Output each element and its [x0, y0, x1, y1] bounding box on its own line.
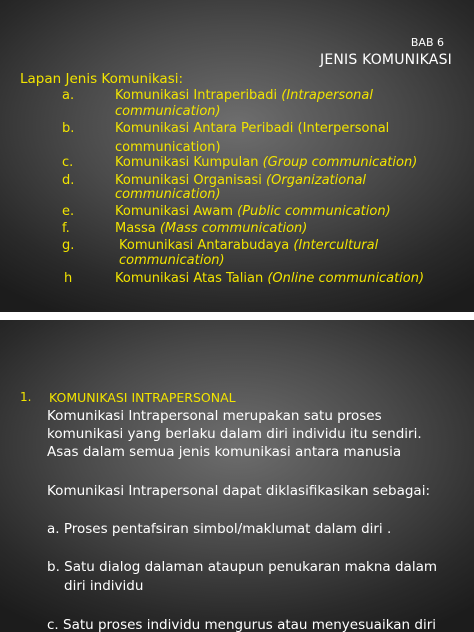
item-letter: a.: [62, 88, 75, 103]
item-text: [119, 238, 378, 254]
item-main: Komunikasi Atas Talian: [115, 271, 268, 286]
item-text: [115, 155, 417, 171]
item-main: Komunikasi Organisasi: [115, 173, 267, 188]
item-letter: b.: [62, 121, 75, 136]
item-line2-text: communication): [115, 187, 221, 202]
item-line2: communication): [115, 140, 221, 155]
item-main: Massa: [115, 221, 160, 236]
item-main: Komunikasi Awam: [115, 204, 238, 219]
item-letter: d.: [62, 173, 75, 188]
item-italic: (Intrapersonal: [281, 88, 373, 103]
item-main: Komunikasi Antarabudaya: [119, 238, 294, 253]
slide-komunikasi-intrapersonal: [0, 320, 474, 632]
section-heading: KOMUNIKASI INTRAPERSONAL: [49, 390, 236, 405]
definition-line-1: Komunikasi Intrapersonal merupakan satu proses: [47, 408, 382, 424]
item-italic: (Group communication): [262, 155, 418, 170]
chapter-label: BAB 6: [410, 36, 444, 49]
item-text: [115, 204, 391, 220]
item-italic: (Mass communication): [159, 221, 308, 236]
item-main: Komunikasi Intraperibadi: [115, 88, 282, 103]
point-a: a. Proses pentafsiran simbol/maklumat dalam diri .: [47, 521, 392, 537]
item-main: Komunikasi Antara Peribadi (Interpersonal: [115, 121, 390, 136]
list-heading: Lapan Jenis Komunikasi:: [20, 71, 184, 87]
asas-statement: Asas dalam semua jenis komunikasi antara manusia: [47, 444, 402, 460]
slide-title: JENIS KOMUNIKASI: [319, 52, 452, 68]
point-b-line-2: diri individu: [64, 578, 144, 594]
definition-line-2: komunikasi yang berlaku dalam diri individu itu sendiri.: [47, 426, 422, 442]
item-line2: [115, 187, 221, 203]
item-main: Komunikasi Kumpulan: [115, 155, 263, 170]
section-number: 1.: [20, 390, 32, 404]
item-text: [115, 88, 373, 104]
item-line2: [115, 104, 221, 120]
item-italic: (Intercultural: [293, 238, 379, 253]
item-letter: c.: [62, 155, 74, 170]
item-text: [115, 121, 389, 137]
point-c: c. Satu proses individu mengurus atau menyesuaikan diri: [47, 617, 437, 632]
point-b-line-1: b. Satu dialog dalaman ataupun penukaran makna dalam: [47, 559, 437, 575]
slide-jenis-komunikasi: [0, 0, 474, 312]
classification-intro: Komunikasi Intrapersonal dapat diklasifikasikan sebagai:: [47, 483, 431, 499]
item-text: [115, 221, 307, 237]
item-line2: [119, 253, 225, 269]
item-italic: (Online communication): [267, 271, 425, 286]
item-line2-text: communication): [115, 104, 221, 119]
item-italic: (Public communication): [237, 204, 391, 219]
item-letter: e.: [62, 204, 75, 219]
item-letter: g.: [62, 238, 75, 253]
item-letter: h: [64, 271, 73, 286]
item-text: [115, 271, 424, 287]
slide-separator: [0, 312, 474, 320]
item-italic: (Organizational: [266, 173, 367, 188]
item-letter: f.: [62, 221, 70, 236]
item-line2-text: communication): [119, 253, 225, 268]
